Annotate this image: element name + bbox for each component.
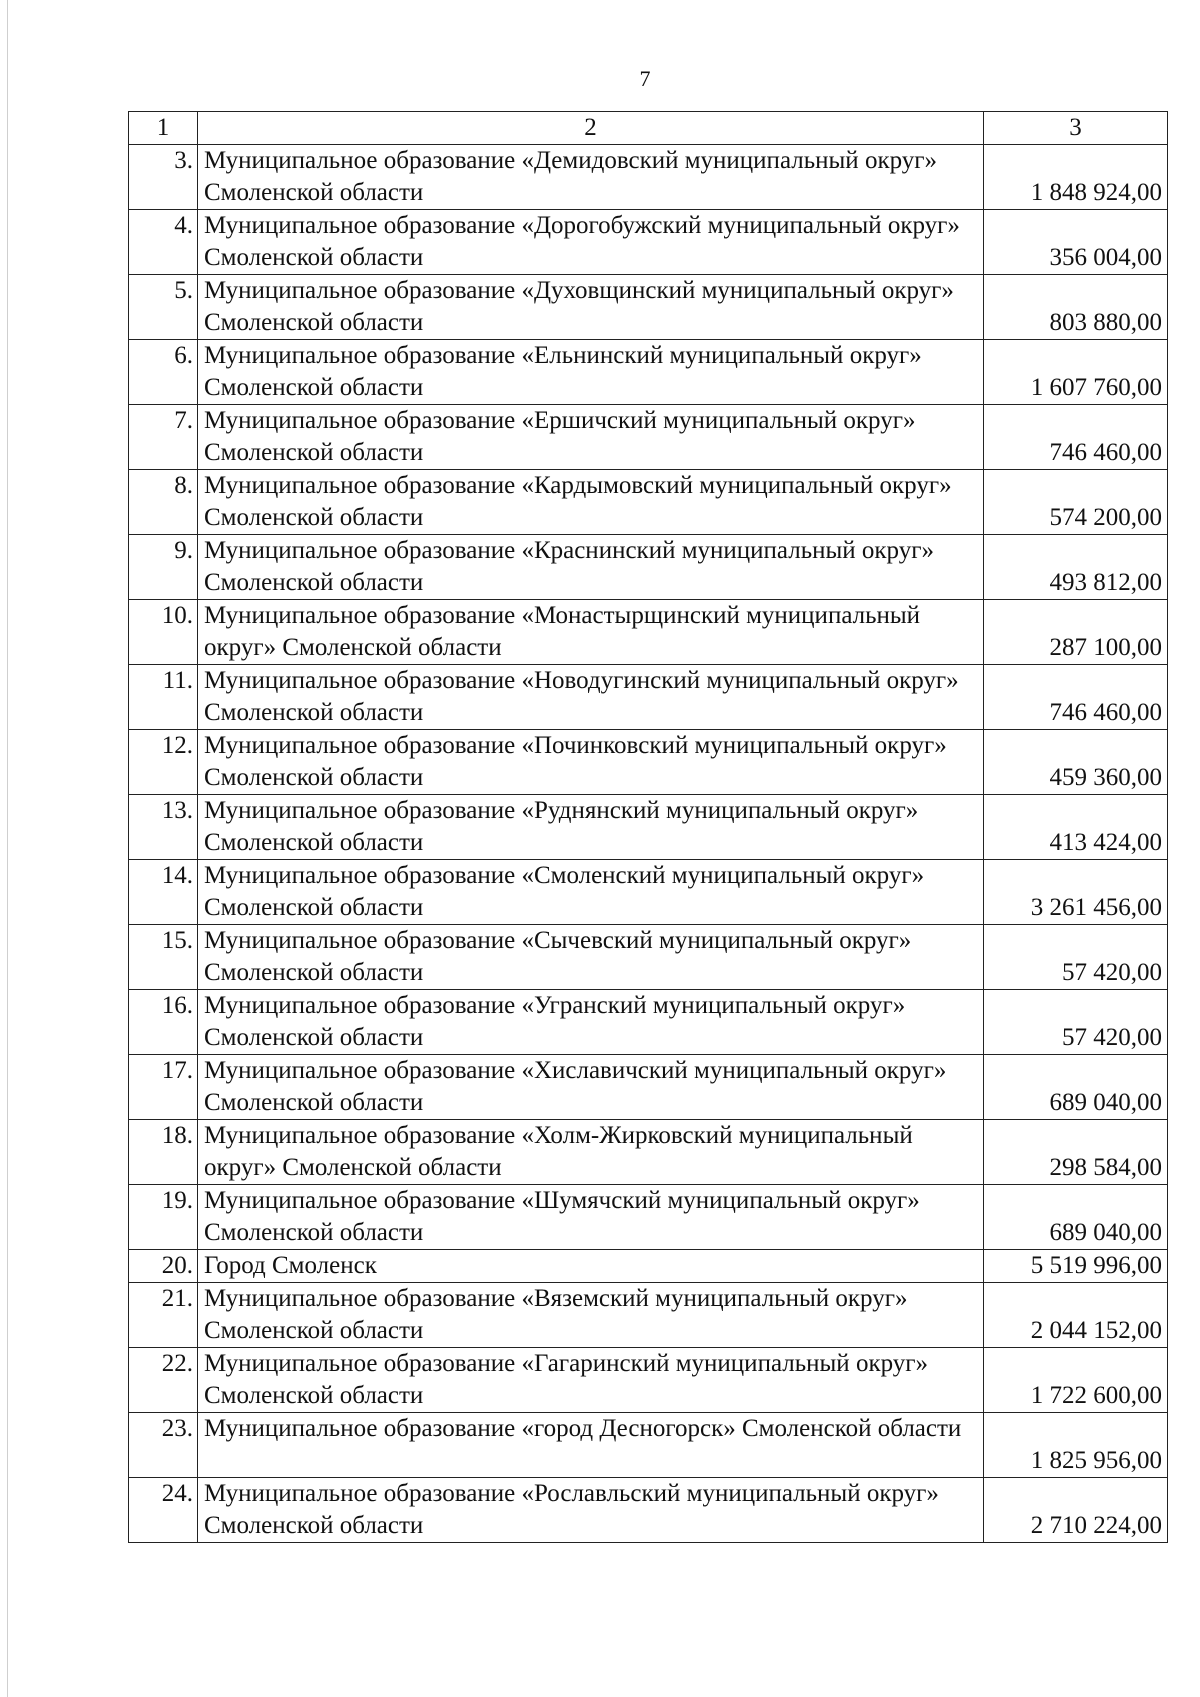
table-row bbox=[129, 665, 1168, 730]
row-amount-cell: 57 420,00 bbox=[984, 990, 1168, 1055]
row-number-cell: 7. bbox=[129, 405, 198, 470]
row-number-cell: 17. bbox=[129, 1055, 198, 1120]
row-amount-cell: 574 200,00 bbox=[984, 470, 1168, 535]
table-row bbox=[129, 275, 1168, 340]
header-col-1: 1 bbox=[129, 112, 198, 145]
page-number: 7 bbox=[639, 66, 651, 91]
row-name-cell: Муниципальное образование «Демидовский муниципальный округ» Смоленской области bbox=[198, 145, 984, 210]
table-row bbox=[129, 1185, 1168, 1250]
row-name-cell: Муниципальное образование «Вяземский муниципальный округ» Смоленской области bbox=[198, 1283, 984, 1348]
row-number-cell: 11. bbox=[129, 665, 198, 730]
row-name-cell: Муниципальное образование «Монастырщинский муниципальный округ» Смоленской области bbox=[198, 600, 984, 665]
table-row bbox=[129, 730, 1168, 795]
table-row bbox=[129, 1348, 1168, 1413]
row-amount-cell: 803 880,00 bbox=[984, 275, 1168, 340]
row-number-cell: 22. bbox=[129, 1348, 198, 1413]
row-amount-cell: 298 584,00 bbox=[984, 1120, 1168, 1185]
row-amount-cell: 493 812,00 bbox=[984, 535, 1168, 600]
row-amount-cell: 413 424,00 bbox=[984, 795, 1168, 860]
row-name-cell: Город Смоленск bbox=[198, 1250, 984, 1283]
row-name-cell: Муниципальное образование «Холм-Жирковский муниципальный округ» Смоленской области bbox=[198, 1120, 984, 1185]
row-number-cell: 4. bbox=[129, 210, 198, 275]
row-name-cell: Муниципальное образование «Угранский муниципальный округ» Смоленской области bbox=[198, 990, 984, 1055]
row-amount-cell: 3 261 456,00 bbox=[984, 860, 1168, 925]
table-row bbox=[129, 925, 1168, 990]
table-row bbox=[129, 795, 1168, 860]
row-amount-cell: 2 710 224,00 bbox=[984, 1478, 1168, 1543]
table-row bbox=[129, 470, 1168, 535]
row-amount-cell: 287 100,00 bbox=[984, 600, 1168, 665]
row-name-cell: Муниципальное образование «Руднянский муниципальный округ» Смоленской области bbox=[198, 795, 984, 860]
row-number-cell: 24. bbox=[129, 1478, 198, 1543]
allocation-table bbox=[128, 111, 1168, 1543]
row-number-cell: 16. bbox=[129, 990, 198, 1055]
scan-edge-line bbox=[7, 0, 8, 1697]
row-name-cell: Муниципальное образование «Кардымовский муниципальный округ» Смоленской области bbox=[198, 470, 984, 535]
row-amount-cell: 57 420,00 bbox=[984, 925, 1168, 990]
row-name-cell: Муниципальное образование «Смоленский муниципальный округ» Смоленской области bbox=[198, 860, 984, 925]
table-header-row bbox=[129, 112, 1168, 145]
row-number-cell: 5. bbox=[129, 275, 198, 340]
table-row bbox=[129, 340, 1168, 405]
table-row bbox=[129, 600, 1168, 665]
row-amount-cell: 1 825 956,00 bbox=[984, 1413, 1168, 1478]
row-name-cell: Муниципальное образование «Гагаринский муниципальный округ» Смоленской области bbox=[198, 1348, 984, 1413]
row-amount-cell: 1 607 760,00 bbox=[984, 340, 1168, 405]
row-number-cell: 10. bbox=[129, 600, 198, 665]
row-number-cell: 14. bbox=[129, 860, 198, 925]
row-number-cell: 8. bbox=[129, 470, 198, 535]
row-amount-cell: 689 040,00 bbox=[984, 1055, 1168, 1120]
row-amount-cell: 1 722 600,00 bbox=[984, 1348, 1168, 1413]
table-row bbox=[129, 145, 1168, 210]
table-row bbox=[129, 535, 1168, 600]
row-number-cell: 21. bbox=[129, 1283, 198, 1348]
row-number-cell: 12. bbox=[129, 730, 198, 795]
row-amount-cell: 746 460,00 bbox=[984, 405, 1168, 470]
row-amount-cell: 746 460,00 bbox=[984, 665, 1168, 730]
row-name-cell: Муниципальное образование «Дорогобужский муниципальный округ» Смоленской области bbox=[198, 210, 984, 275]
row-name-cell: Муниципальное образование «Ельнинский муниципальный округ» Смоленской области bbox=[198, 340, 984, 405]
row-name-cell: Муниципальное образование «Починковский муниципальный округ» Смоленской области bbox=[198, 730, 984, 795]
row-number-cell: 19. bbox=[129, 1185, 198, 1250]
row-amount-cell: 459 360,00 bbox=[984, 730, 1168, 795]
header-col-3: 3 bbox=[984, 112, 1168, 145]
row-number-cell: 9. bbox=[129, 535, 198, 600]
table-row bbox=[129, 1120, 1168, 1185]
row-name-cell: Муниципальное образование «Рославльский муниципальный округ» Смоленской области bbox=[198, 1478, 984, 1543]
row-number-cell: 20. bbox=[129, 1250, 198, 1283]
table-row bbox=[129, 1413, 1168, 1478]
row-number-cell: 6. bbox=[129, 340, 198, 405]
row-name-cell: Муниципальное образование «Шумячский муниципальный округ» Смоленской области bbox=[198, 1185, 984, 1250]
header-col-2: 2 bbox=[198, 112, 984, 145]
table-row bbox=[129, 405, 1168, 470]
table-row bbox=[129, 1478, 1168, 1543]
row-amount-cell: 689 040,00 bbox=[984, 1185, 1168, 1250]
table-row bbox=[129, 1283, 1168, 1348]
row-name-cell: Муниципальное образование «Краснинский муниципальный округ» Смоленской области bbox=[198, 535, 984, 600]
table-row bbox=[129, 1055, 1168, 1120]
row-amount-cell: 5 519 996,00 bbox=[984, 1250, 1168, 1283]
row-name-cell: Муниципальное образование «Сычевский муниципальный округ» Смоленской области bbox=[198, 925, 984, 990]
row-amount-cell: 356 004,00 bbox=[984, 210, 1168, 275]
row-number-cell: 15. bbox=[129, 925, 198, 990]
row-name-cell: Муниципальное образование «город Десногорск» Смоленской области bbox=[198, 1413, 984, 1478]
table-row bbox=[129, 860, 1168, 925]
row-number-cell: 13. bbox=[129, 795, 198, 860]
table-row bbox=[129, 1250, 1168, 1283]
row-name-cell: Муниципальное образование «Духовщинский муниципальный округ» Смоленской области bbox=[198, 275, 984, 340]
table-row bbox=[129, 210, 1168, 275]
row-name-cell: Муниципальное образование «Ершичский муниципальный округ» Смоленской области bbox=[198, 405, 984, 470]
row-number-cell: 3. bbox=[129, 145, 198, 210]
row-number-cell: 18. bbox=[129, 1120, 198, 1185]
row-name-cell: Муниципальное образование «Новодугинский муниципальный округ» Смоленской области bbox=[198, 665, 984, 730]
table-row bbox=[129, 990, 1168, 1055]
row-amount-cell: 1 848 924,00 bbox=[984, 145, 1168, 210]
row-name-cell: Муниципальное образование «Хиславичский муниципальный округ» Смоленской области bbox=[198, 1055, 984, 1120]
row-number-cell: 23. bbox=[129, 1413, 198, 1478]
row-amount-cell: 2 044 152,00 bbox=[984, 1283, 1168, 1348]
